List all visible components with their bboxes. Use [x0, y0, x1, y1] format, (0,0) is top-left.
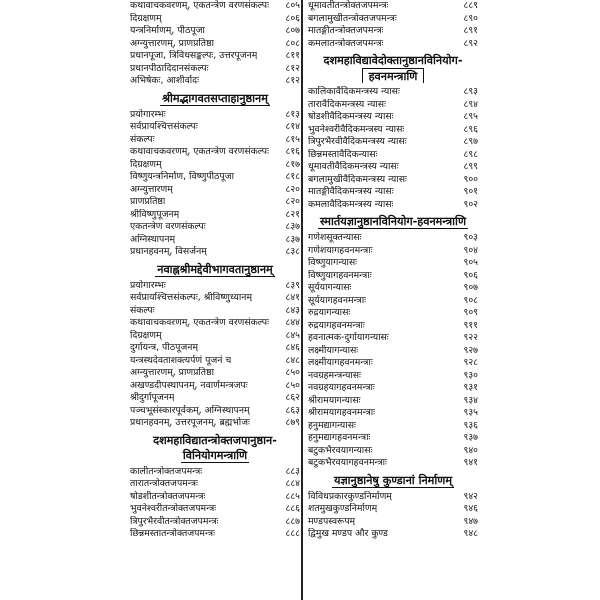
entry-title: रुद्रयागन्यासः	[308, 307, 351, 318]
entry-title: कमलातन्त्रोक्तजपमन्त्रः	[308, 37, 384, 49]
index-entry	[130, 13, 300, 26]
page-number: ८४३	[285, 304, 300, 316]
index-entry	[308, 457, 478, 470]
entry-title: विष्णुयागन्यासः	[308, 257, 358, 268]
page-number: ८०८	[285, 37, 300, 49]
index-entry	[308, 370, 478, 383]
entry-title: एकतन्त्रेण वरणसंकल्पः	[130, 221, 206, 232]
index-entry	[308, 528, 478, 541]
entry-title: पञ्चभूसंस्कारपूर्वकम्, अग्निस्थापनम्	[130, 404, 250, 416]
entry-title: त्रिपुरभैरवीवैदिकमन्त्रस्य न्यासः	[308, 136, 407, 147]
index-entry	[130, 280, 300, 293]
index-entry	[308, 25, 478, 38]
page-number: ८२०	[285, 183, 300, 195]
page-number: ८२१	[285, 208, 300, 220]
page-number: ८३७	[285, 221, 300, 232]
page-number: ९०९	[463, 307, 478, 318]
page-number: ९०२	[463, 198, 478, 210]
page-number: ८१२	[285, 75, 300, 86]
page-number: ९०७	[463, 282, 478, 293]
page-number: ८४६	[285, 342, 300, 353]
entry-title: प्रधानपीठादिदानसंकल्पः	[130, 62, 209, 74]
entry-title: शतमुखकुण्डनिर्माणम्	[308, 503, 378, 514]
left-column	[130, 0, 300, 600]
section-heading-text: स्मार्तयज्ञानुष्ठानविनियोग-हवनमन्त्राणि	[319, 215, 467, 228]
section-heading-text: नवाह्नश्रीमद्देवीभागवतानुष्ठानम्	[157, 262, 273, 276]
index-entry	[130, 146, 300, 159]
page-number: ९४८	[463, 528, 478, 539]
entry-title: अभिषेकः, आशीर्वादः	[130, 75, 199, 86]
entry-title: प्रधानहवनम्, विसर्जनम्	[130, 246, 207, 257]
page-number: ९०३	[463, 232, 478, 243]
page-number: ९३१	[463, 382, 478, 393]
page-number: ८१६	[285, 146, 300, 157]
section-heading	[130, 91, 300, 106]
entry-title: अग्न्युत्तारणम्, प्राणप्रतिष्ठा	[130, 37, 214, 49]
section-heading-line2	[130, 448, 300, 463]
section-heading-line2	[308, 68, 478, 83]
entry-title: विविधप्रकारकुण्डनिर्माणम्	[308, 490, 392, 502]
page-number: ८८४	[285, 478, 300, 489]
entry-title: हनुमद्यागहवनमन्त्राः	[308, 432, 371, 443]
index-entry	[308, 124, 478, 137]
entry-title: लक्ष्मीयागहवनमन्त्राः	[308, 357, 373, 368]
page-number: ८९४	[463, 98, 478, 110]
index-entry	[308, 161, 478, 174]
index-entry	[308, 295, 478, 308]
index-entry	[130, 528, 300, 541]
column-divider	[301, 0, 303, 600]
entry-title: दिग्रक्षणम्	[130, 329, 162, 341]
index-entry	[308, 407, 478, 420]
page-number: ९४२	[463, 490, 478, 502]
page-number: ९०१	[463, 186, 478, 197]
index-entry	[308, 186, 478, 199]
index-entry	[130, 405, 300, 418]
entry-title: बगलामुखीवैदिकमन्त्रस्य न्यासः	[308, 173, 407, 185]
page-number: ८८९	[463, 0, 478, 11]
entry-title: श्रीविष्णुपूजनम्	[130, 208, 180, 220]
entry-title: यन्त्रस्थदेवताशक्त्यर्पणं पूजनं च	[130, 354, 232, 366]
index-entry	[130, 234, 300, 247]
entry-title: हवनात्मक-दुर्गायागन्यासः	[308, 332, 389, 343]
entry-title: कथावाचकवरणम्, एकतन्त्रेण वरणसंकल्पः	[130, 0, 269, 11]
index-entry	[308, 136, 478, 149]
entry-title: तारावैदिकमन्त्रस्य न्यासः	[308, 98, 386, 110]
index-entry	[308, 307, 478, 320]
page-number: ९०६	[463, 269, 478, 281]
index-entry	[130, 221, 300, 234]
index-entry	[130, 25, 300, 38]
page-number: ८१४	[285, 121, 300, 132]
section-heading-text: श्रीमद्भागवतसप्ताहानुष्ठानम्	[162, 91, 268, 105]
index-entry	[130, 417, 300, 430]
entry-title: कालीतन्त्रोक्तजपमन्त्रः	[130, 465, 203, 477]
page-number: ९३४	[463, 394, 478, 406]
page-number: ८९८	[463, 148, 478, 160]
entry-title: विष्णुयागहवनमन्त्राः	[308, 269, 372, 281]
page-number: ९३७	[463, 432, 478, 443]
entry-title: लक्ष्मीयागन्यासः	[308, 344, 359, 356]
entry-title: बटुकभैरवयागहवनमन्त्राः	[308, 457, 387, 468]
right-column	[308, 0, 478, 600]
page-number: ८५०	[285, 379, 300, 391]
entry-title: छिन्नमस्तावैदिकन्यासः	[308, 148, 378, 160]
index-entry	[130, 330, 300, 343]
index-entry	[308, 245, 478, 258]
entry-title: प्राणप्रतिष्ठा	[130, 196, 166, 207]
entry-title: संकल्पः	[130, 304, 155, 316]
entry-title: त्रिपुरभैरवीतन्त्रोक्तजपमन्त्रः	[130, 515, 219, 527]
index-entry	[308, 232, 478, 245]
entry-title: दिग्रक्षणम्	[130, 12, 162, 24]
page-number: ९२७	[463, 344, 478, 356]
page-number: ८९७	[463, 136, 478, 147]
index-entry	[130, 466, 300, 479]
index-entry	[130, 305, 300, 318]
page-number: ८६३	[285, 404, 300, 416]
section-heading-text: यज्ञानुष्ठानेषु कुण्डानां निर्माणम्	[333, 473, 453, 487]
index-entry	[130, 184, 300, 197]
index-entry	[308, 270, 478, 283]
index-entry	[130, 392, 300, 405]
page-number: ८८८	[285, 528, 300, 539]
index-entry	[130, 516, 300, 529]
page-number: ९३५	[463, 407, 478, 418]
page-number: ८१२	[285, 62, 300, 74]
entry-title: विष्णुयन्त्रनिर्माण, विष्णुपीठपूजा	[130, 171, 234, 182]
page-number: ८४१	[285, 292, 300, 303]
index-entry	[308, 282, 478, 295]
entry-title: नवग्रहमन्त्रन्यासः	[308, 369, 361, 381]
page-number: ८१७	[285, 158, 300, 170]
page-number: ८३९	[285, 279, 300, 291]
section-heading	[308, 473, 478, 488]
page-number: ८०५	[285, 0, 300, 11]
page-number: ८०७	[285, 25, 300, 36]
page-number: ९४०	[463, 444, 478, 456]
page-number: ८११	[285, 50, 300, 61]
page-number: ८८५	[285, 490, 300, 502]
index-entry	[308, 99, 478, 112]
page-number: ८७९	[285, 417, 300, 428]
entry-title: सर्वप्रायश्चित्तसंकल्पः	[130, 121, 198, 132]
page-number: ९११	[463, 319, 478, 331]
entry-title: धूमावतीवैदिकमन्त्रस्य न्यासः	[308, 161, 399, 172]
entry-title: सूर्ययागन्यासः	[308, 282, 352, 293]
entry-title: षोडशीवैदिकमन्त्रस्य न्यासः	[308, 111, 394, 122]
page-number: ८१३	[285, 108, 300, 120]
page-number: ८३८	[285, 246, 300, 257]
entry-title: प्रयोगारम्भः	[130, 108, 166, 120]
index-entry	[308, 516, 478, 529]
index-entry	[308, 257, 478, 270]
section-heading: दशमहाविद्यातन्त्रोक्तजपानुष्ठान-	[153, 433, 277, 447]
index-entry	[130, 503, 300, 516]
entry-title: कालिकावैदिकमन्त्रस्य न्यासः	[308, 86, 400, 97]
entry-title: गणेशसूक्तन्यासः	[308, 232, 362, 243]
page-number: ९२८	[463, 357, 478, 368]
entry-title: अखण्डदीपस्थापनम्, नवार्णमन्त्रजपः	[130, 379, 248, 391]
index-entry	[130, 75, 300, 88]
index-entry	[130, 367, 300, 380]
index-entry	[130, 478, 300, 491]
page-number: ९४७	[463, 515, 478, 527]
index-entry	[308, 445, 478, 458]
page-number: ८२०	[285, 196, 300, 207]
entry-title: मातङ्गीतन्त्रोक्तजपमन्त्रः	[308, 25, 384, 36]
entry-title: मातङ्गीवैदिकमन्त्रस्य न्यासः	[308, 186, 394, 197]
page-number: ८९५	[463, 111, 478, 122]
entry-title: अग्निस्थापनम्	[130, 233, 176, 245]
page-number: ८९२	[463, 37, 478, 49]
index-entry	[308, 432, 478, 445]
index-entry	[130, 50, 300, 63]
entry-title: श्रीरामयागहवनमन्त्राः	[308, 407, 376, 418]
entry-title: धूमावतीतन्त्रोक्तजपमन्त्रः	[308, 0, 389, 11]
page-number: ९२२	[463, 332, 478, 343]
entry-title: बटुकभैरवयागन्यासः	[308, 444, 373, 456]
index-entry	[308, 199, 478, 212]
entry-title: कथावाचकवरणम्, एकतन्त्रेण वरणसंकल्पः	[130, 146, 269, 157]
section-heading	[308, 214, 478, 229]
index-entry	[130, 292, 300, 305]
index-entry	[308, 420, 478, 433]
entry-title: बगलामुखीतन्त्रोक्तजपमन्त्रः	[308, 12, 397, 24]
index-entry	[308, 357, 478, 370]
index-entry	[130, 342, 300, 355]
page-number: ८९१	[463, 25, 478, 36]
entry-title: गणेशयागहवनमन्त्राः	[308, 244, 373, 256]
index-entry	[308, 382, 478, 395]
index-entry	[130, 38, 300, 51]
index-entry	[308, 13, 478, 26]
index-entry	[130, 380, 300, 393]
index-entry	[308, 111, 478, 124]
page-number: ९४६	[463, 503, 478, 514]
entry-title: कथावाचकवरणम्, एकतन्त्रेण वरणसंकल्पः	[130, 317, 269, 328]
index-entry	[308, 0, 478, 13]
index-entry	[308, 332, 478, 345]
index-entry	[308, 345, 478, 358]
page-number: ९३०	[463, 369, 478, 381]
index-entry	[308, 320, 478, 333]
section-heading-line2-text: हवनमन्त्राणि	[362, 68, 425, 83]
entry-title: सर्वप्रायश्चित्तसंकल्पः, श्रीविष्णुध्यानम्	[130, 292, 253, 303]
entry-title: नवग्रहयागहवनमन्त्राः	[308, 382, 375, 393]
index-entry	[308, 38, 478, 51]
page-number: ९४१	[463, 457, 478, 468]
page-number: ८४४	[285, 317, 300, 328]
entry-title: दुर्गायन्त्र, पीठपूजनम्	[130, 342, 199, 353]
page-number: ८१८	[285, 171, 300, 182]
entry-title: छिन्नमस्तातन्त्रोक्तजपमन्त्रः	[130, 528, 216, 539]
page-number: ८९०	[463, 12, 478, 24]
index-entry	[308, 395, 478, 408]
entry-title: कमलावैदिकमन्त्रस्य न्यासः	[308, 198, 394, 210]
page-number: ९०८	[463, 294, 478, 306]
entry-title: संकल्पः	[130, 133, 155, 145]
page-number: ८६२	[285, 392, 300, 403]
page-number: ८४५	[285, 329, 300, 341]
index-entry	[308, 491, 478, 504]
index-entry	[130, 355, 300, 368]
entry-title: सूर्ययागहवनमन्त्राः	[308, 294, 366, 306]
entry-title: भुवनेश्वरीवैदिकमन्त्रस्य न्यासः	[308, 123, 405, 135]
index-entry	[130, 209, 300, 222]
page-number: ८८६	[285, 503, 300, 514]
entry-title: श्रीरामयागन्यासः	[308, 394, 361, 406]
page-number: ८५०	[285, 367, 300, 378]
section-heading: दशमहाविद्यावेदोक्तानुष्ठानविनियोग-	[323, 54, 463, 67]
entry-title: प्रयोगारम्भः	[130, 279, 166, 291]
entry-title: भुवनेश्वरीतन्त्रोक्तजपमन्त्रः	[130, 503, 217, 514]
page-number: ८३७	[285, 233, 300, 245]
index-entry	[130, 317, 300, 330]
entry-title: प्रधानहवनम्, उत्तरपूजनम्, ब्रह्मभोजः	[130, 417, 250, 428]
index-entry	[130, 109, 300, 122]
page-number: ८९६	[463, 123, 478, 135]
index-entry	[308, 503, 478, 516]
page-number: ८०६	[285, 12, 300, 24]
entry-title: यन्त्रनिर्माणम्, पीठपूजा	[130, 25, 205, 36]
index-entry	[308, 86, 478, 99]
entry-title: दिग्रक्षणम्	[130, 158, 162, 170]
entry-title: द्विमुख मण्डप और कुण्ड	[308, 528, 388, 539]
page-number: ८९९	[463, 161, 478, 172]
entry-title: मण्डपस्वरूपम्	[308, 515, 356, 527]
index-entry	[308, 149, 478, 162]
entry-title: श्रीदुर्गापूजनम्	[130, 392, 175, 403]
entry-title: हनुमद्यागन्यासः	[308, 419, 356, 431]
index-entry	[130, 491, 300, 504]
page-number: ९०५	[463, 257, 478, 268]
entry-title: षोडशीतन्त्रोक्तजपमन्त्रः	[130, 490, 206, 502]
page-number: ९०४	[463, 244, 478, 256]
entry-title: तारातन्त्रोक्तजपमन्त्रः	[130, 478, 198, 489]
page-number: ८८३	[285, 465, 300, 477]
entry-title: अग्न्युत्तारणम्, प्राणप्रतिष्ठा	[130, 367, 214, 378]
page-number: ८९३	[463, 86, 478, 97]
section-heading	[130, 262, 300, 277]
index-entry	[130, 121, 300, 134]
index-entry	[130, 134, 300, 147]
index-entry	[130, 0, 300, 13]
index-entry	[130, 246, 300, 259]
page-number: ८१५	[285, 133, 300, 145]
entry-title: प्रधानपूजा, त्रिविधसङ्कल्पः, उत्तरपूजनम्	[130, 50, 258, 61]
entry-title: रुद्रयागहवनमन्त्राः	[308, 319, 365, 331]
page-number: ८८७	[285, 515, 300, 527]
page-number: ९००	[463, 173, 478, 185]
page-number: ९३६	[463, 419, 478, 431]
index-entry	[308, 174, 478, 187]
entry-title: अग्न्युत्तारणम्	[130, 183, 173, 195]
page-number: ८४८	[285, 354, 300, 366]
index-entry	[130, 171, 300, 184]
index-entry	[130, 196, 300, 209]
section-heading-line2-text: विनियोगमन्त्राणि	[182, 448, 248, 462]
index-entry	[130, 159, 300, 172]
index-entry	[130, 63, 300, 76]
